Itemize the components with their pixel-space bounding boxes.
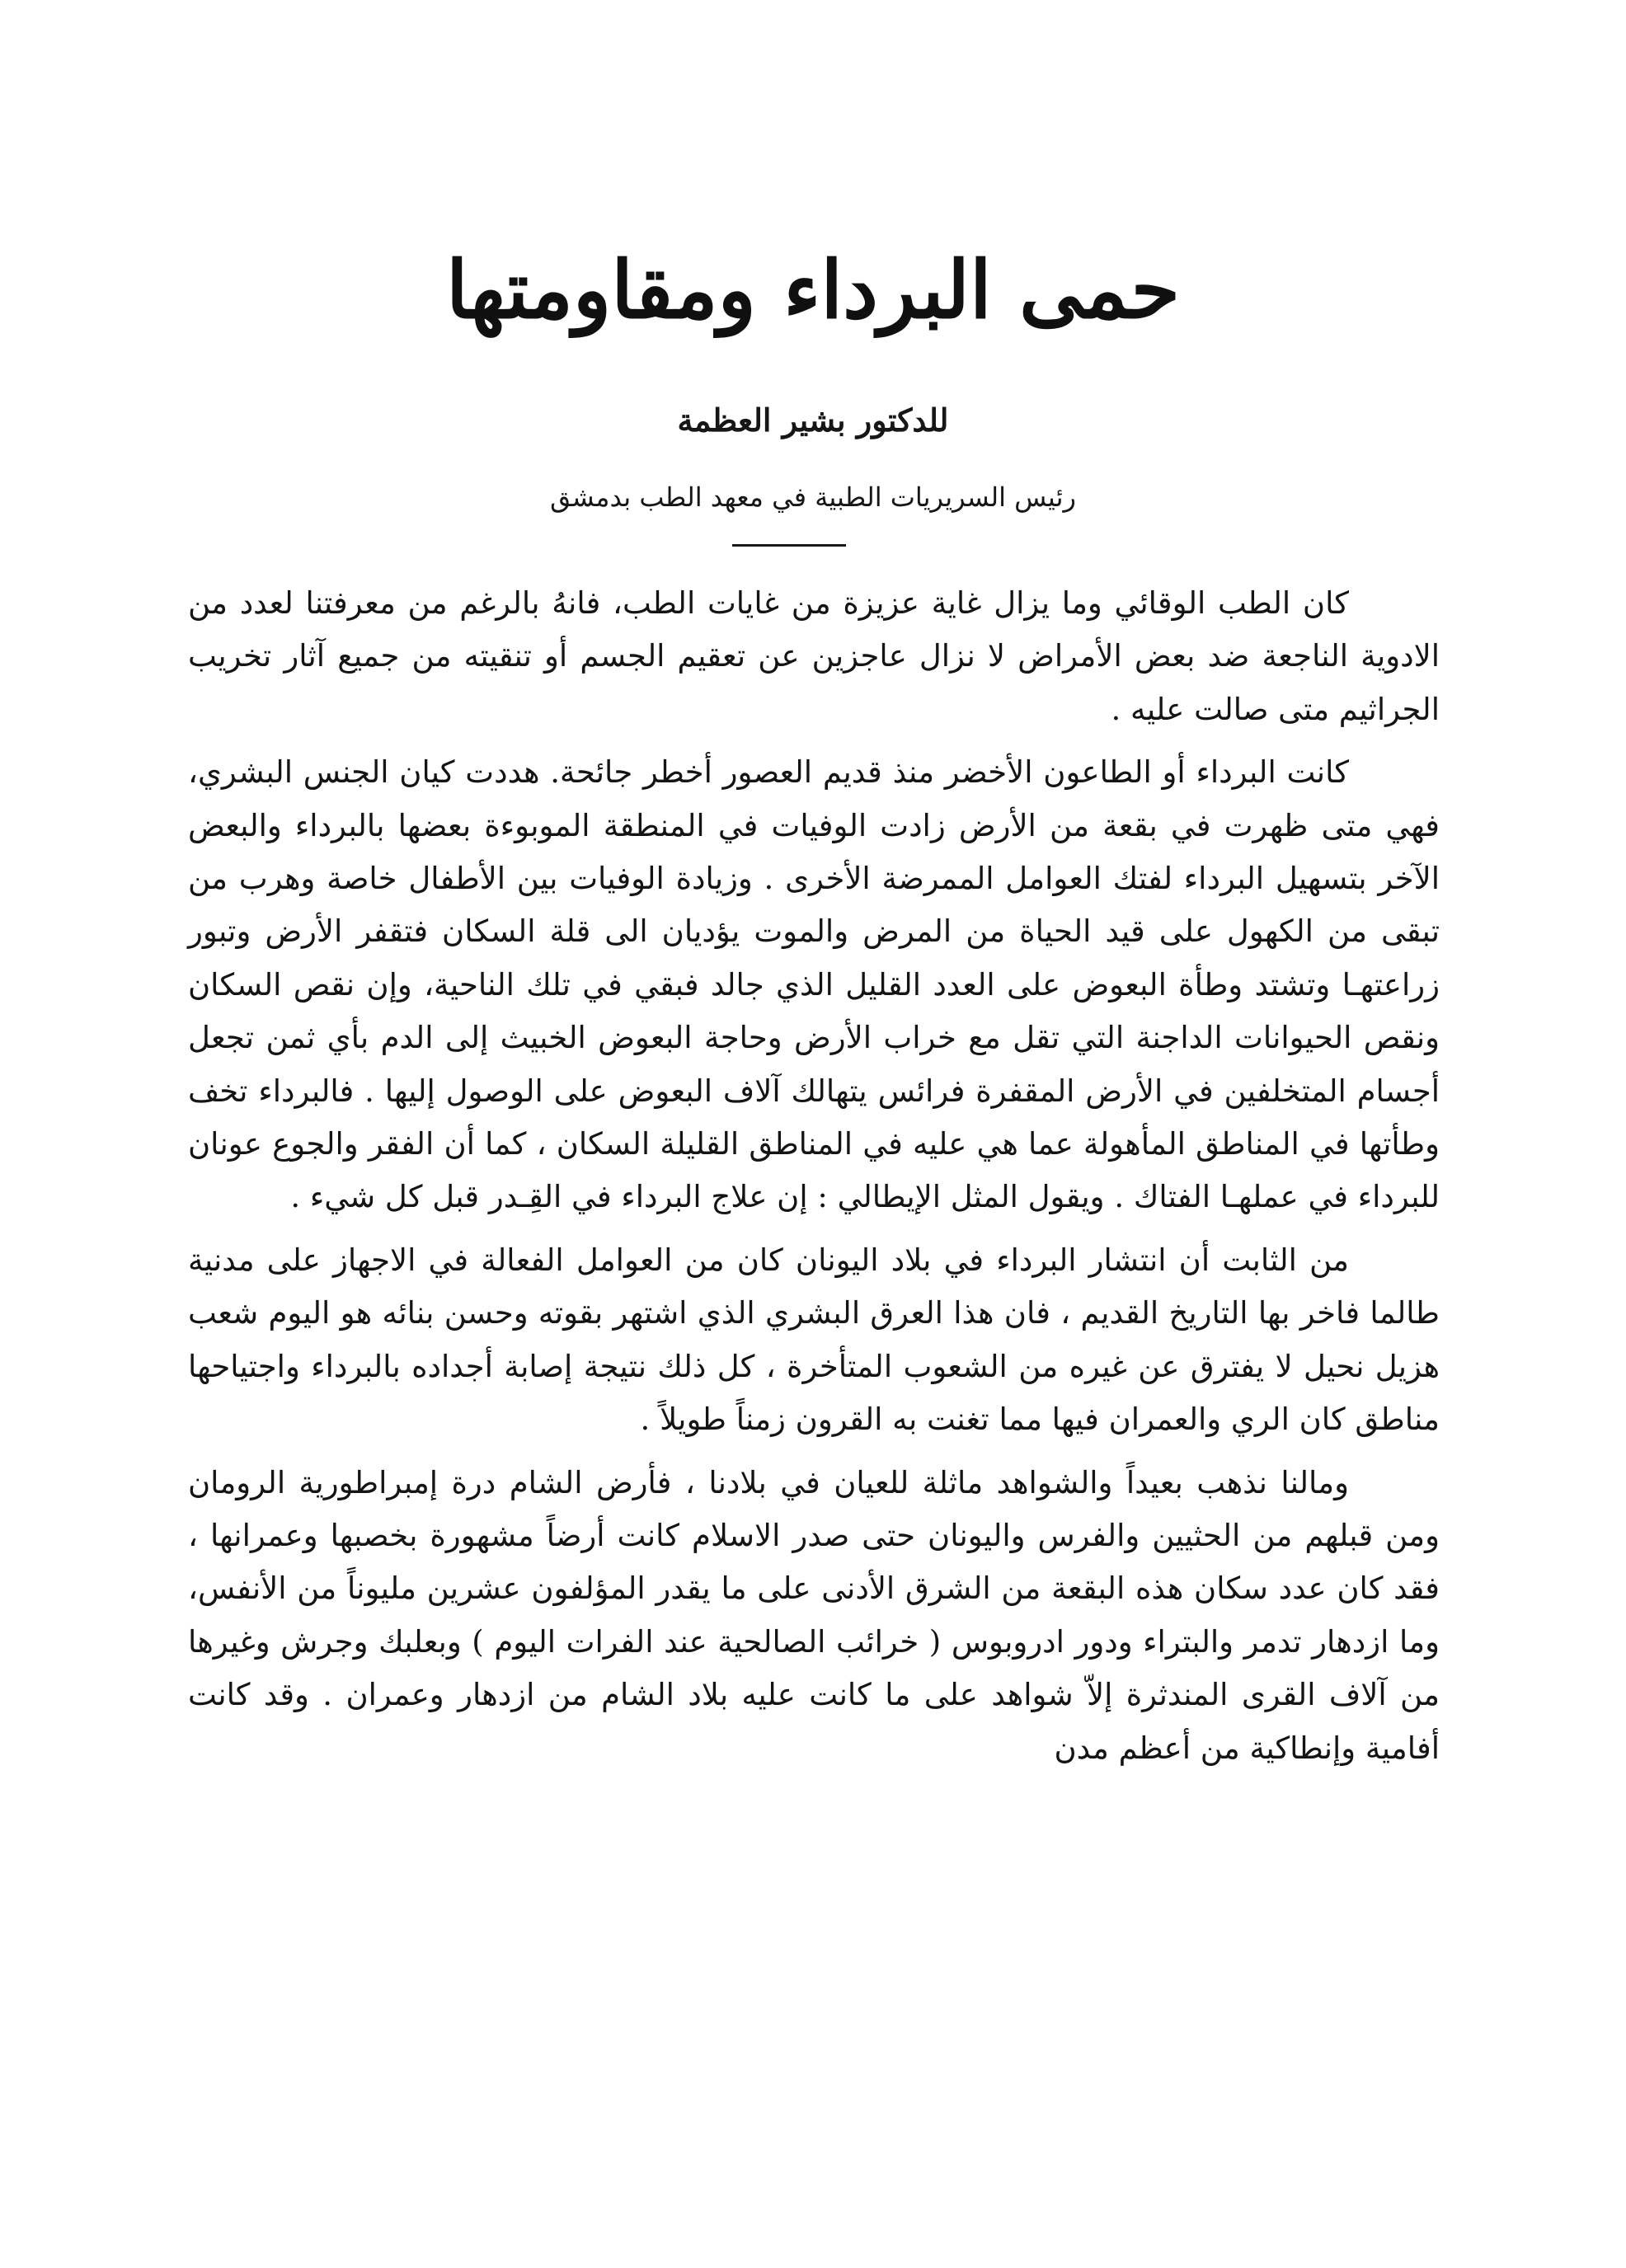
body-paragraph: كانت البرداء أو الطاعون الأخضر منذ قديم العصور أخطر جائحة. هددت كيان الجنس البشري، فهي متى ظهرت في بقعة من الأرض زادت الوفيات في المنطقة الموبوءة بعضها بالبرداء والبعض الآخر بتسهيل البرداء لفتك العوامل الممرضة الأخرى . وزيادة الوفيات بين الأطفال خاصة وهرب من تبقى من الكهول على قيد الحياة من المرض والموت يؤديان الى قلة السكان فتقفر الأرض وتبور زراعتهـا وتشتد وطأة البعوض على العدد القليل الذي جالد فبقي في تلك الناحية، وإن نقص السكان ونقص الحيوانات الداجنة التي تقل مع خراب الأرض وحاجة البعوض الخبيث إلى الدم بأي ثمن تجعل أجسام المتخلفين في الأرض المقفرة فرائس يتهالك آلاف البعوض على الوصول إليها . فالبرداء تخف وطأتها في المناطق المأهولة عما هي عليه في المناطق القليلة السكان ، كما أن الفقر والجوع عونان للبرداء في عملهـا الفتاك . ويقول المثل الإيطالي : إن علاج البرداء في القِـدر قبل كل شيء . (188, 754, 1440, 1215)
body-paragraph: كان الطب الوقائي وما يزال غاية عزيزة من غايات الطب، فانهُ بالرغم من معرفتنا لعدد من الادوية الناجعة ضد بعض الأمراض لا نزال عاجزين عن تعقيم الجسم أو تنقيته من جميع آثار تخريب الجراثيم متى صالت عليه . (188, 585, 1440, 727)
article-title: حمى البرداء ومقاومتها (446, 243, 1180, 336)
body-paragraph: من الثابت أن انتشار البرداء في بلاد اليونان كان من العوامل الفعالة في الاجهاز على مدنية طالما فاخر بها التاريخ القديم ، فان هذا العرق البشري الذي اشتهر بقوته وحسن بنائه هو اليوم شعب هزيل نحيل لا يفترق عن غيره من الشعوب المتأخرة ، كل ذلك نتيجة إصابة أجداده بالبرداء واجتياحها مناطق كان الري والعمران فيها مما تغنت به القرون زمناً طويلاً . (188, 1242, 1440, 1438)
article-author: للدكتور بشير العظمة (677, 401, 949, 439)
title-divider (732, 544, 846, 547)
author-affiliation: رئيس السريريات الطبية في معهد الطب بدمشق (550, 481, 1076, 513)
body-paragraph: ومالنا نذهب بعيداً والشواهد ماثلة للعيان في بلادنا ، فأرض الشام درة إمبراطورية الرومان ومن قبلهم من الحثيين والفرس واليونان حتى صدر الاسلام كانت أرضاً مشهورة بخصبها وعمرانها ، فقد كان عدد سكان هذه البقعة من الشرق الأدنى على ما يقدر المؤلفون عشرين مليوناً من الأنفس، وما ازدهار تدمر والبتراء ودور ادروبوس ( خرائب الصالحية عند الفرات اليوم ) وبعلبك وجرش وغيرها من آلاف القرى المندثرة إلاّ شواهد على ما كانت عليه بلاد الشام من ازدهار وعمران . وقد كانت أفامية وإنطاكية من أعظم مدن (188, 1464, 1440, 1766)
article-body (188, 577, 1440, 1785)
